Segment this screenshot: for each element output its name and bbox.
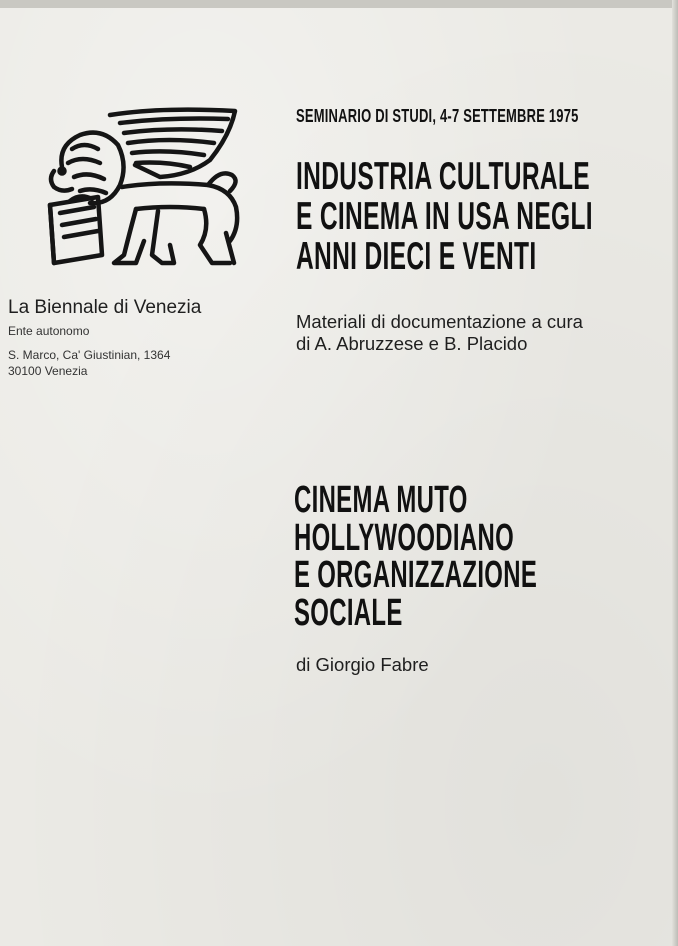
- volume-title: [294, 479, 538, 634]
- publisher-subtitle: Ente autonomo: [8, 324, 90, 338]
- page-right-edge: [672, 0, 678, 946]
- winged-lion-of-saint-mark-icon: [40, 105, 245, 270]
- volume-title-line: E ORGANIZZAZIONE: [294, 554, 538, 596]
- editors-credit: [296, 311, 672, 355]
- main-title: [296, 155, 593, 278]
- address-line: 30100 Venezia: [8, 364, 88, 378]
- author-credit: di Giorgio Fabre: [296, 654, 429, 675]
- publisher-name: La Biennale di Venezia: [8, 297, 202, 318]
- volume-title-line: HOLLYWOODIANO: [294, 516, 515, 559]
- publisher-block: [8, 296, 270, 379]
- editors-line: Materiali di documentazione a cura: [296, 311, 583, 332]
- editors-line: di A. Abruzzese e B. Placido: [296, 333, 528, 354]
- publisher-address: [8, 347, 270, 379]
- address-line: S. Marco, Ca' Giustinian, 1364: [8, 348, 171, 362]
- main-title-line: ANNI DIECI E VENTI: [296, 235, 537, 278]
- main-title-line: INDUSTRIA CULTURALE: [296, 155, 590, 198]
- seminar-heading: SEMINARIO DI STUDI, 4-7 SETTEMBRE 1975: [296, 106, 579, 126]
- main-title-line: E CINEMA IN USA NEGLI: [296, 195, 593, 238]
- page-top-edge: [0, 0, 678, 8]
- volume-title-line: CINEMA MUTO: [294, 479, 468, 521]
- volume-title-line: SOCIALE: [294, 591, 403, 634]
